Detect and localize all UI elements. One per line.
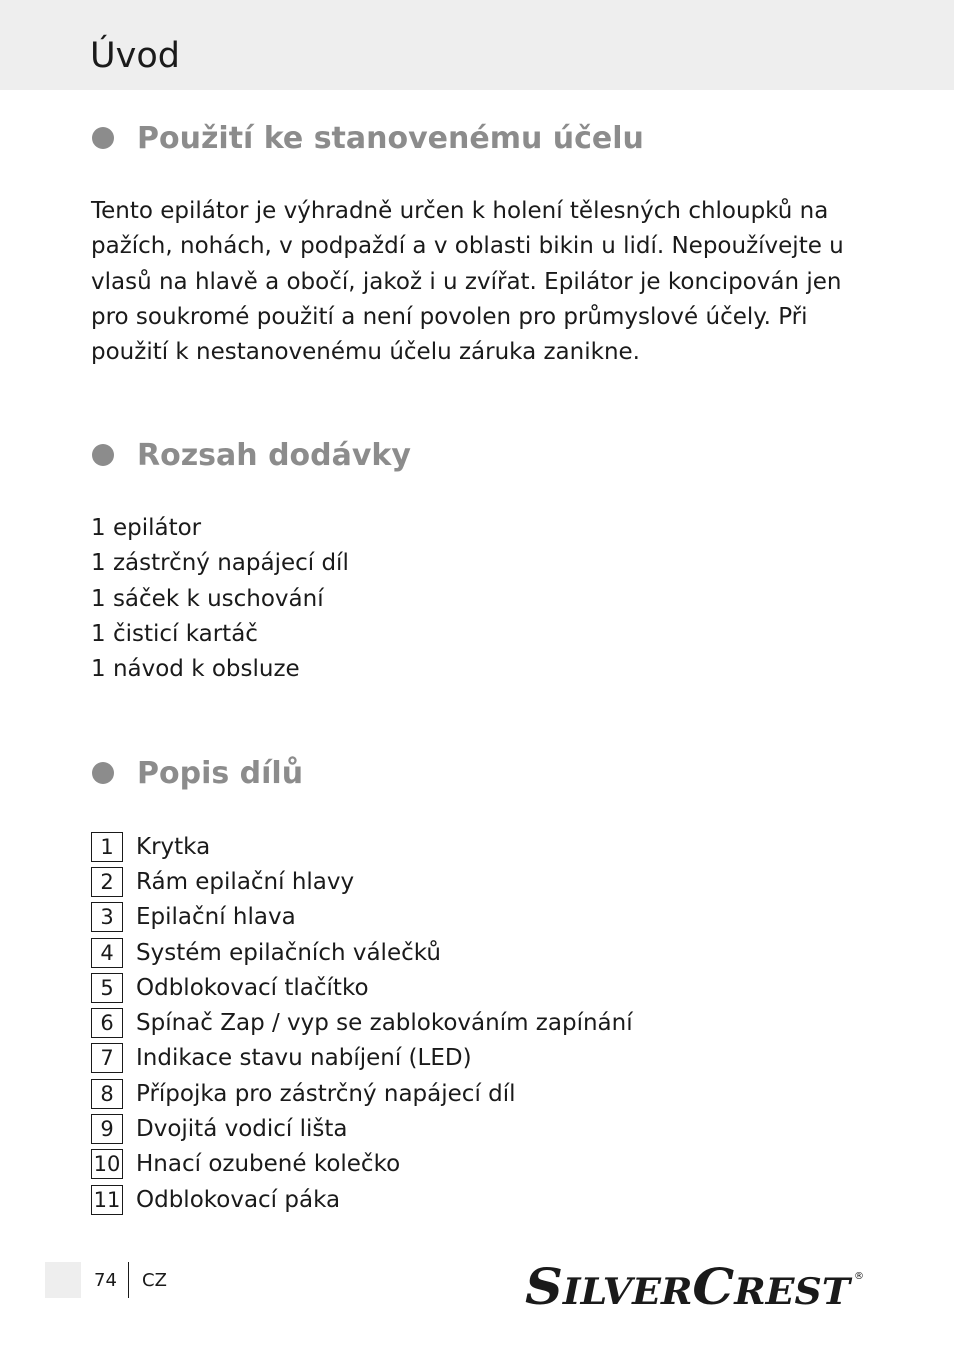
part-number-box: 11 [91, 1185, 123, 1215]
part-item [91, 1041, 633, 1076]
part-label: Odblokovací tlačítko [136, 974, 369, 1001]
language-code: CZ [142, 1270, 167, 1291]
list-item: 1 návod k obsluze [91, 656, 300, 683]
part-number-box: 8 [91, 1079, 123, 1109]
part-number-box: 5 [91, 973, 123, 1003]
list-item: 1 sáček k uschování [91, 585, 324, 612]
part-number-box: 2 [91, 867, 123, 897]
part-number-box: 6 [91, 1008, 123, 1038]
part-label: Hnací ozubené kolečko [136, 1151, 401, 1178]
part-item [91, 935, 633, 970]
part-label: Přípojka pro zástrčný napájecí díl [136, 1080, 516, 1107]
brand-logo-svg [525, 1257, 865, 1313]
bullet-icon [92, 127, 114, 149]
section-heading-text: Popis dílů [137, 755, 304, 791]
section-heading-intended-use [90, 116, 644, 160]
list-item: 1 čisticí kartáč [91, 620, 258, 647]
list-item: 1 zástrčný napájecí díl [91, 550, 349, 577]
part-item [91, 900, 633, 935]
part-number-box: 9 [91, 1114, 123, 1144]
part-number-box: 1 [91, 832, 123, 862]
part-item [91, 1076, 633, 1111]
part-number-box: 10 [91, 1149, 123, 1179]
list-item: 1 epilátor [91, 515, 202, 541]
part-label: Spínač Zap / vyp se zablokováním zapínání [136, 1010, 633, 1037]
part-label: Indikace stavu nabíjení (LED) [136, 1045, 472, 1072]
section-heading-parts-description [90, 751, 303, 795]
page-title: Úvod [90, 36, 180, 76]
part-label: Epilační hlava [136, 904, 296, 931]
part-item [91, 1005, 633, 1040]
part-label: Dvojitá vodicí lišta [136, 1116, 348, 1143]
part-item [91, 829, 633, 864]
footer-divider [128, 1262, 129, 1298]
part-number-box: 4 [91, 938, 123, 968]
part-number-box: 7 [91, 1043, 123, 1073]
page-number: 74 [94, 1270, 117, 1291]
footer-square [45, 1262, 81, 1298]
bullet-icon [92, 762, 114, 784]
part-item [91, 1147, 633, 1182]
registered-mark: ® [854, 1271, 864, 1282]
part-item [91, 970, 633, 1005]
part-item [91, 1182, 633, 1217]
intended-use-paragraph: Tento epilátor je výhradně určen k holení tělesných chloupků na pažích, nohách, v podpaždí a v oblasti bikin u lidí. Nepoužívejte u vlasů na hlavě a obočí, jakož i u zvířat. Epilátor je koncipován jen pro soukromé použití a není povolen pro průmyslové účely. Při použití k nestanovenému účelu záruka zanikne. [91, 198, 844, 366]
part-label: Krytka [136, 833, 211, 860]
part-number-box: 3 [91, 902, 123, 932]
brand-logo [525, 1257, 865, 1313]
parts-list [91, 829, 633, 1217]
section-heading-text: Použití ke stanovenému účelu [137, 120, 644, 156]
part-label: Rám epilační hlavy [136, 868, 355, 895]
part-label: Odblokovací páka [136, 1186, 341, 1213]
section-heading-scope-of-delivery [90, 433, 411, 477]
section-heading-text: Rozsah dodávky [137, 437, 411, 473]
part-item [91, 864, 633, 899]
delivery-list [91, 511, 349, 687]
part-label: Systém epilačních válečků [136, 939, 441, 966]
svg-text:SILVERCREST: SILVER CREST [525, 1257, 845, 1313]
part-item [91, 1111, 633, 1146]
bullet-icon [92, 444, 114, 466]
